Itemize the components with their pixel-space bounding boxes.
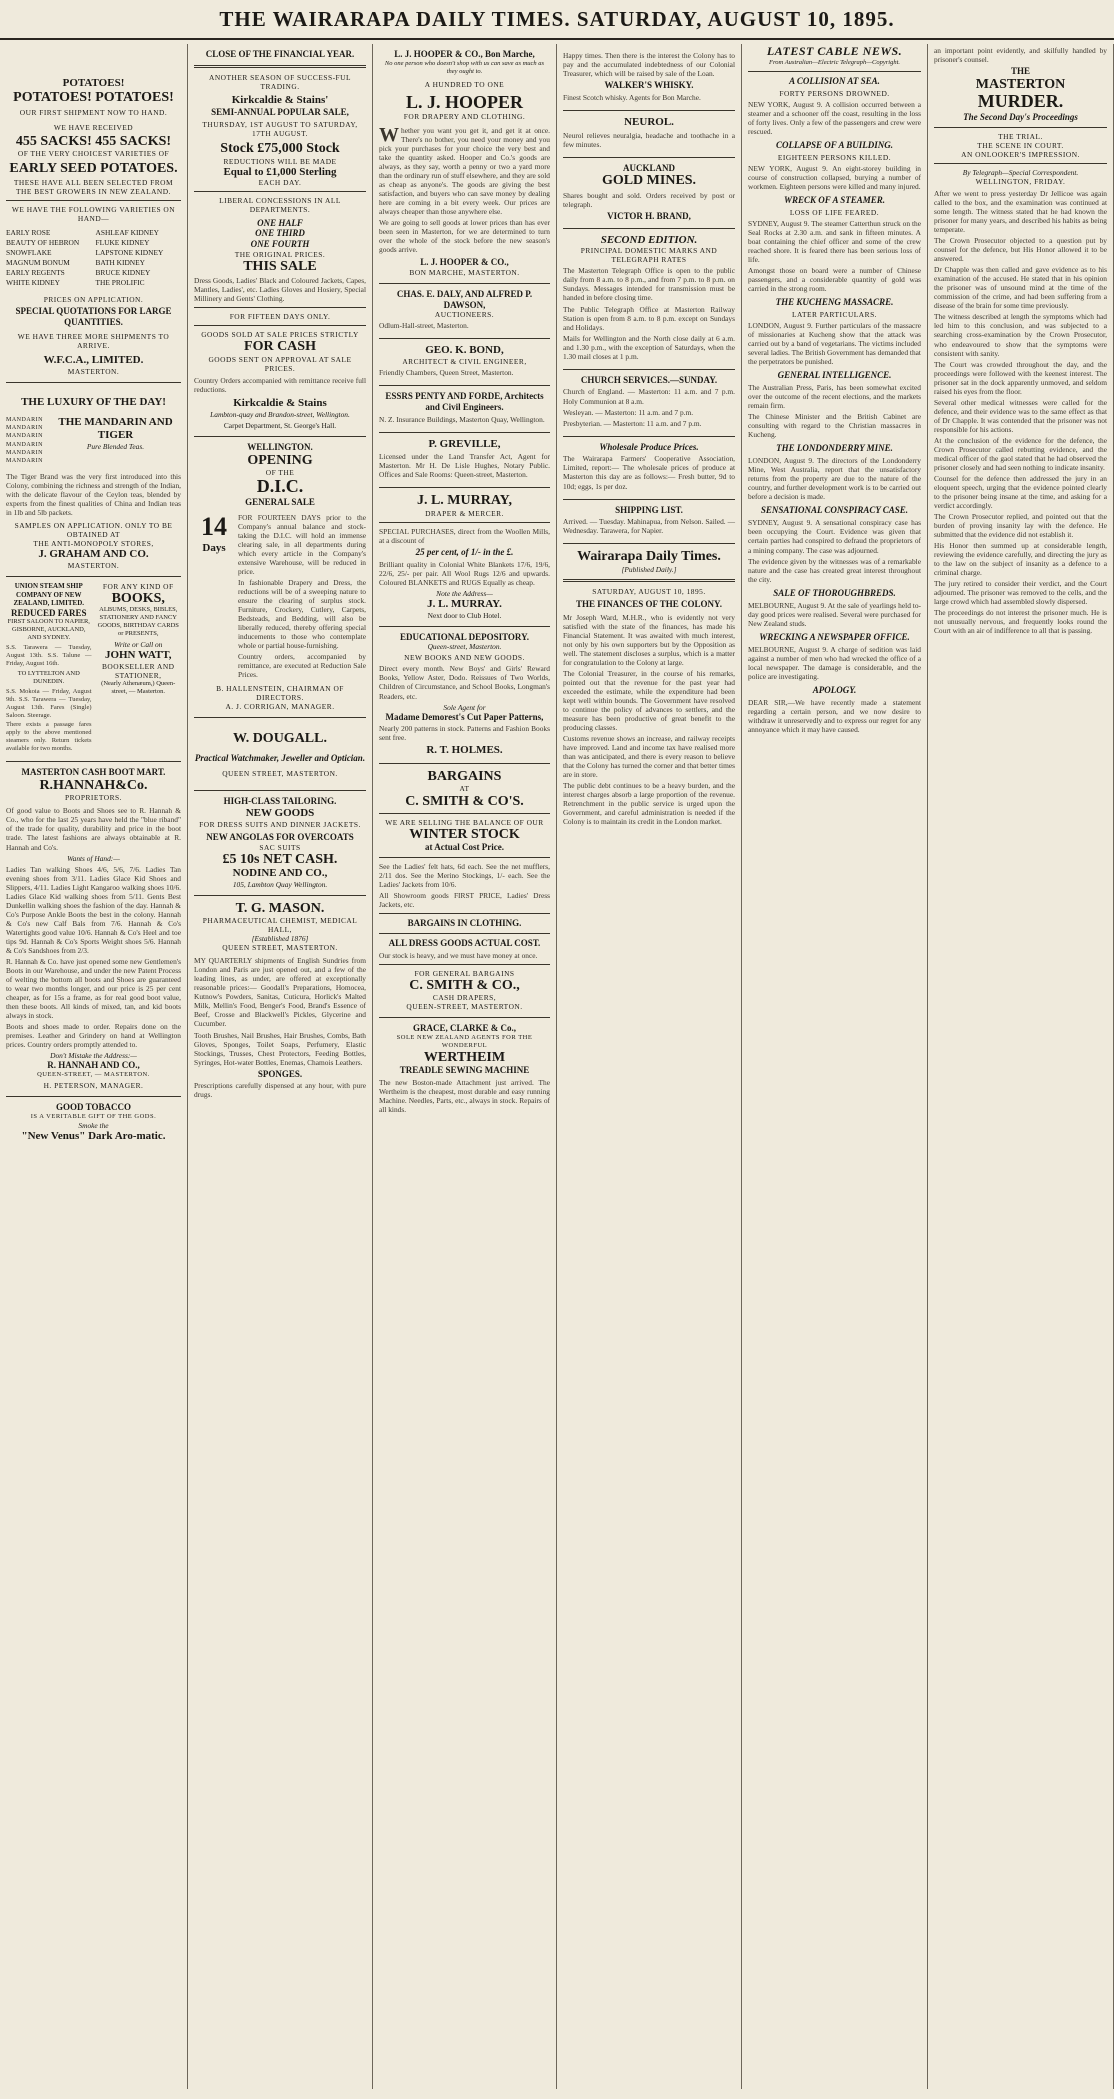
sole-agents: SOLE NEW ZEALAND AGENTS FOR THE WONDERFUL: [396, 1034, 533, 1050]
thoroughbreds-heading: SALE OF THOROUGHBREDS.: [773, 587, 896, 598]
murder-the: THE: [1010, 66, 1030, 77]
scene-in-court: THE SCENE IN COURT.: [977, 140, 1064, 150]
anti-monopoly: THE ANTI-MONOPOLY STORES,: [33, 539, 154, 549]
variety-list: [6, 227, 181, 287]
this-sale: THIS SALE: [243, 258, 317, 274]
smoke-the: Smoke the: [78, 1120, 109, 1130]
kirkcaldie-signature: Kirkcaldie & Stains: [233, 397, 327, 409]
sac-suits: SAC SUITS: [259, 842, 301, 852]
latest-cable-news: LATEST CABLE NEWS.: [766, 44, 903, 58]
whisky-advert: Happy times. Then there is the interest the Colony has to pay and the accumulated indebtedness of our Colonial Treasurer, which will be raised by sale of the Loan. WALKER'S WHISKY. Finest Scotch whisky. Agents for Bon Marche.: [563, 44, 735, 111]
dougall-title: W. DOUGALL.: [232, 731, 327, 747]
column-1: [0, 44, 188, 2089]
potato-variety: FLUKE KIDNEY: [95, 237, 150, 247]
dic-title: D.I.C.: [256, 475, 304, 496]
all-dress-goods: ALL DRESS GOODS ACTUAL COST.: [388, 938, 541, 949]
early-seed-potatoes: EARLY SEED POTATOES.: [9, 160, 178, 176]
next-club-hotel: Next door to Club Hotel.: [427, 610, 502, 620]
column-3: [373, 44, 557, 2089]
mandarin-tiger-title: THE MANDARIN AND TIGER: [58, 416, 173, 441]
potato-advert: [6, 44, 181, 383]
published-daily: [Published Daily.]: [621, 564, 677, 574]
potato-variety: BATH KIDNEY: [95, 257, 145, 267]
murray-title: J. L. MURRAY,: [416, 493, 513, 509]
peterson-manager: H. PETERSON, MANAGER.: [43, 1080, 144, 1090]
educational-depository: EDUCATIONAL DEPOSITORY.: [399, 631, 530, 642]
second-day: The Second Day's Proceedings: [963, 112, 1078, 123]
neurol: NEUROL.: [624, 115, 674, 128]
one-third: ONE THIRD: [255, 228, 305, 239]
wants-of-hand: Wants of Hand:—: [67, 853, 120, 863]
second-edition: SECOND EDITION. PRINCIPAL DOMESTIC MARKS AND TELEGRAPH RATES The Masterton Telegraph Office is open to the public daily from 8 a.m. to 8 p.m., and from 7 p.m. to 8 p.m. on Sundays. Messages intended for transmission must be handed in before closing time. The Public Telegraph Office at Masterton Railway Station is open from 8 a.m. to 8 p.m. except on Sundays and Holidays. Mails for Wellington and the North close daily at 6 a.m. and 1.30 p.m., with the exception of Saturdays, when the 1.30 mail closes at 1 p.m.: [563, 229, 735, 370]
prices-on-application: PRICES ON APPLICATION.: [43, 295, 144, 305]
potato-variety: EARLY ROSE: [6, 227, 51, 237]
potato-variety: ASHLEAF KIDNEY: [95, 227, 159, 237]
more-shipments: WE HAVE THREE MORE SHIPMENTS TO ARRIVE.: [17, 331, 170, 350]
mandarin-repeat: MANDARIN: [6, 449, 43, 456]
reduced-fares: REDUCED FARES: [10, 607, 87, 618]
potato-variety: EARLY REGENTS: [6, 267, 65, 277]
semi-annual-sale: SEMI-ANNUAL POPULAR SALE,: [211, 106, 349, 117]
percent-discount: 25 per cent, of 1/- in the £.: [415, 546, 514, 557]
later-particulars: LATER PARTICULARS.: [791, 309, 878, 319]
finances-heading: THE FINANCES OF THE COLONY.: [576, 598, 722, 609]
the-trial: THE TRIAL.: [998, 131, 1043, 141]
hooper-big: L. J. HOOPER: [405, 91, 523, 112]
varieties-line: OF THE VERY CHOICEST VARIETIES OF: [17, 149, 170, 159]
dawson-advert: CHAS. E. DALY, AND ALFRED P. DAWSON, AUCTIONEERS. Odlum-Hall-street, Masterton.: [379, 284, 550, 340]
dress-suits: FOR DRESS SUITS AND DINNER JACKETS.: [199, 819, 361, 829]
bargains-at: AT: [459, 784, 470, 794]
walkers-whisky: WALKER'S WHISKY.: [604, 80, 694, 91]
holmes-signature: R. T. HOLMES.: [426, 744, 503, 757]
mandarin-repeat: MANDARIN: [6, 433, 43, 440]
high-class-tailoring: HIGH-CLASS TAILORING.: [223, 796, 337, 807]
hooper-signature: L. J. HOOPER & CO.,: [420, 256, 509, 267]
treadle-machine: TREADLE SEWING MACHINE: [399, 1065, 530, 1076]
dougall-address: QUEEN STREET, MASTERTON.: [222, 769, 338, 779]
general-bargains: FOR GENERAL BARGAINS: [414, 968, 515, 978]
wellington-friday: WELLINGTON, FRIDAY.: [975, 176, 1066, 186]
draper-mercer: DRAPER & MERCER.: [425, 508, 504, 518]
londonderry-heading: THE LONDONDERRY MINE.: [776, 443, 893, 454]
hooper-top: L. J. HOOPER & CO., Bon Marche,: [394, 49, 535, 59]
for-cash: FOR CASH: [244, 339, 316, 355]
dic-wellington: WELLINGTON.: [247, 441, 313, 452]
original-prices: THE ORIGINAL PRICES.: [234, 249, 326, 259]
bond-advert: GEO. K. BOND, ARCHITECT & CIVIL ENGINEER, Friendly Chambers, Queen Street, Masterton.: [379, 339, 550, 386]
chemist: PHARMACEUTICAL CHEMIST, MEDICAL HALL,: [202, 916, 358, 935]
column-6: an important point evidently, and skilfully handled by prisoner's counsel. THE MASTERTON MURDER. The Second Day's Proceedings THE TRIAL. THE SCENE IN COURT. AN ONLOOKER'S IMPRESSION. By Telegraph—Special Correspondent. WELLINGTON, FRIDAY. After we went to press yesterday Dr Jellicoe was again called to the box, and the examination was continued at some length. The witness stated that he had known the prisoner for many years, and described his habits as being temperate. The Crown Prosecutor objected to a question put by counsel for the defence, but His Honor allowed it to be answered. Dr Chapple was then called and gave evidence as to his examination of the accused. He stated that in his opinion the prisoner was of unsound mind at the time of the commission of the crime, and had been suffering from a disease of the brain for some time previously. The witness described at length the symptoms which had led him to this conclusion, and was subjected to a searching cross-examination by the Crown Prosecutor, who endeavoured to show that the symptoms were consistent with sanity. The Court was crowded throughout the day, and the proceedings were followed with the keenest interest. The prisoner sat in the dock apparently unmoved, and seldom raised his eyes from the floor. Several other medical witnesses were called for the defence, and their evidence was to the same effect as that of Dr Chapple. It was contended that the prisoner was not responsible for his actions. At the conclusion of the evidence for the defence, the Crown Prosecutor called rebutting evidence, and the medical officer of the gaol stated that he had observed the prisoner closely and had seen nothing to indicate insanity. Counsel for the defence then addressed the jury in an eloquent speech, urging that the evidence pointed clearly to the prisoner being insane at the time, and asking for a verdict accordingly. The Crown Prosecutor replied, and pointed out that the burden of proving insanity lay with the defence. He submitted that the evidence did not establish it. His Honor then summed up at considerable length, reviewing the evidence carefully, and directing the jury as to the law on the subject of insanity as a defence to a criminal charge. The jury retired to consider their verdict, and the Court adjourned. The prisoner was removed to the cells, and the large crowd which had assembled slowly dispersed. The proceedings do not interest the prisoner much. He is not unusually nervous, and frequently looks round the Court with an air of indifference to all that is passing.: [928, 44, 1114, 2089]
books-title: BOOKS,: [111, 591, 165, 607]
following-varieties: WE HAVE THE FOLLOWING VARIETIES ON HAND—: [11, 204, 176, 223]
wholesale-produce: Wholesale Produce Prices.: [599, 441, 699, 452]
five-pounds-ten: £5 10s NET CASH.: [222, 851, 338, 867]
hundred-to-one: A HUNDRED TO ONE: [424, 79, 505, 89]
murray-signature: J. L. MURRAY.: [427, 597, 502, 610]
kirkcaldie-stains: Kirkcaldie & Stains': [231, 93, 329, 106]
smith-cos: C. SMITH & CO'S.: [405, 793, 524, 809]
mandarin-repeat: MANDARIN: [6, 458, 43, 465]
bookseller: BOOKSELLER AND STATIONER,: [102, 661, 175, 680]
dougall-advert: [194, 718, 366, 791]
murray-advert: J. L. MURRAY, DRAPER & MERCER. SPECIAL PURCHASES, direct from the Woollen Mills, at a discount of 25 per cent, of 1/- in the £. Brilliant quality in Colonial White Blankets 17/6, 19/6, 22/6, 25/- per pair. All Wool Rugs 12/6 and upwards. Coloured BLANKETS and RUGS Equally as cheap. Note the Address— J. L. MURRAY. Next door to Club Hotel.: [379, 488, 550, 626]
established: [Established 1876]: [251, 934, 309, 944]
dawson-heading: CHAS. E. DALY, AND ALFRED P. DAWSON,: [396, 288, 533, 310]
bon-marche: BON MARCHE, MASTERTON.: [409, 267, 520, 277]
wrecking-heading: WRECKING A NEWSPAPER OFFICE.: [759, 631, 910, 642]
luxury-heading: THE LUXURY OF THE DAY!: [21, 395, 166, 408]
selling-balance: WE ARE SELLING THE BALANCE OF OUR: [385, 817, 544, 827]
potato-variety: MAGNUM BONUM: [6, 257, 70, 267]
shipping-list: SHIPPING LIST. Arrived. — Tuesday. Mahinapua, from Nelson. Sailed. — Wednesday. Tarawera, for Napier.: [563, 500, 735, 545]
write-or-call: Write or Call on: [114, 640, 163, 650]
wertheim-advert: GRACE, CLARKE & Co., SOLE NEW ZEALAND AGENTS FOR THE WONDERFUL WERTHEIM TREADLE SEWING MACHINE The new Boston-made Attachment just arrived. The Wertheim is the cheapest, most durable and easy running Machine. Needles, Parts, etc., always in stock. Repairs of all kinds.: [379, 1023, 550, 1115]
nearly-athenaeum: (Nearly Athenæum,) Queen-street, — Masterton.: [101, 679, 176, 695]
one-half: ONE HALF: [257, 217, 303, 228]
potato-variety: LAPSTONE KIDNEY: [95, 247, 164, 257]
actual-cost-price: at Actual Cost Price.: [425, 842, 504, 853]
potatoes-pair: POTATOES! POTATOES!: [13, 89, 174, 105]
onlooker-impression: AN ONLOOKER'S IMPRESSION.: [961, 149, 1080, 159]
wreck-heading: WRECK OF A STEAMER.: [783, 194, 886, 205]
potato-variety: THE PROLIFIC: [95, 277, 145, 287]
potato-variety: BRUCE KIDNEY: [95, 267, 151, 277]
hannah-co: R.HANNAH&Co.: [39, 777, 148, 793]
architect: ARCHITECT & CIVIL ENGINEER,: [402, 357, 527, 367]
winter-stock: WINTER STOCK: [409, 826, 520, 842]
kirkcaldie-sale-advert: CLOSE OF THE FINANCIAL YEAR. ANOTHER SEASON OF SUCCESS-FUL TRADING. Kirkcaldie & Stains' SEMI-ANNUAL POPULAR SALE, THURSDAY, 1ST AUGUST TO SATURDAY, 17TH AUGUST. Stock £75,000 Stock REDUCTIONS WILL BE MADE Equal to £1,000 Sterling EACH DAY. LIBERAL CONCESSIONS IN ALL DEPARTMENTS. ONE HALF ONE THIRD ONE FOURTH THE ORIGINAL PRICES. THIS SALE Dress Goods, Ladies' Black and Coloured Jackets, Capes, Mantles, Ladies', etc. Ladies Gloves and Hosiery, Special Millinery and Gents' Clothing. FOR FIFTEEN DAYS ONLY. GOODS SOLD AT SALE PRICES STRICTLY FOR CASH GOODS SENT ON APPROVAL AT SALE PRICES. Country Orders accompanied with remittance receive full reductions. Kirkcaldie & Stains Lambton-quay and Brandon-street, Wellington. Carpet Department, St. George's Hall.: [194, 44, 366, 437]
each-day: EACH DAY.: [258, 178, 302, 188]
bargains-clothing: BARGAINS IN CLOTHING.: [407, 918, 522, 929]
nodine-address: 105, Lambton Quay Wellington.: [232, 879, 328, 889]
reduced-fares-sub: FIRST SALOON TO NAPIER, GISBORNE, AUCKLAND, AND SYDNEY.: [7, 618, 90, 642]
drapery-clothing: FOR DRAPERY AND CLOTHING.: [403, 112, 526, 122]
wfca-limited: W.F.C.A., LIMITED.: [43, 353, 144, 366]
daily-times-masthead: Wairarapa Daily Times.: [577, 549, 721, 565]
collapse-heading: COLLAPSE OF A BUILDING.: [775, 139, 894, 150]
new-venus: "New Venus" Dark Aro-matic.: [21, 1129, 166, 1142]
murder-masterton: MASTERTON: [975, 76, 1066, 92]
smith-address: QUEEN-STREET, MASTERTON.: [406, 1002, 523, 1012]
goods-sold: GOODS SOLD AT SALE PRICES STRICTLY: [201, 330, 359, 340]
produce-prices: Wholesale Produce Prices. The Wairarapa Farmers' Cooperative Association, Limited, report:— The wholesale prices of produce at Masterton this day are as follows:— Fresh butter, 9d to 10d; eggs, 1s per doz.: [563, 437, 735, 500]
potato-variety: BEAUTY OF HEBRON: [6, 237, 80, 247]
hooper-advert: L. J. HOOPER & CO., Bon Marche, No one person who doesn't shop with us can save as much as they ought to. A HUNDRED TO ONE L. J. HOOPER FOR DRAPERY AND CLOTHING. Whether you want you get it, and get it at once. There's no bother, you need your money and you pick your purchases for your choice the very best and take the quantity asked. Hooper and Co.'s goods are always, as they say, worth a penny or two a yard more than the ordinary run of stuff elsewhere, and they are sold as cheap as anyone's. The goods are giving the best satisfaction, and buyers who can save money by dealing here are coming in a bit every week. Our prices are always cheaper than those anywhere else. We are going to sell goods at lower prices than has ever been seen in Masterton, for we are determined to turn over the whole of the stock before the new season's goods arrive. L. J. HOOPER & CO., BON MARCHE, MASTERTON.: [379, 44, 550, 284]
grace-clarke: GRACE, CLARKE & Co.,: [412, 1023, 516, 1034]
collision-heading: A COLLISION AT SEA.: [789, 75, 880, 86]
cash-boot-mart: MASTERTON CASH BOOT MART.: [21, 767, 166, 778]
tobacco-advert: [6, 1097, 181, 1148]
kucheng-heading: THE KUCHENG MASSACRE.: [775, 297, 894, 308]
sponges: SPONGES.: [257, 1068, 303, 1079]
loss-of-life: LOSS OF LIFE FEARED.: [789, 207, 880, 217]
column-4: [557, 44, 742, 2089]
dic-chairman: B. HALLENSTEIN, CHAIRMAN OF DIRECTORS.: [216, 684, 344, 703]
mason-title: T. G. MASON.: [235, 900, 325, 916]
books-heading: FOR ANY KIND OF: [102, 582, 174, 592]
column-5: LATEST CABLE NEWS. From Australian—Electric Telegraph—Copyright. A COLLISION AT SEA. FORTY PERSONS DROWNED. NEW YORK, August 9. A collision occurred between a steamer and a schooner off the coast, resulting in the loss of forty lives. Only a few of the passengers and crew were rescued. COLLAPSE OF A BUILDING. EIGHTEEN PERSONS KILLED. NEW YORK, August 9. An eight-storey building in course of construction collapsed, burying a number of workmen. Eighteen persons were killed and many injured. WRECK OF A STEAMER. LOSS OF LIFE FEARED. SYDNEY, August 9. The steamer Catterthun struck on the Seal Rocks at 2.30 a.m. and sank in fifteen minutes. A boat containing the chief officer and some of the crew reached shore. It is feared there has been serious loss of life. Amongst those on board were a number of Chinese passengers, and a considerable quantity of gold was carried in the strong room. THE KUCHENG MASSACRE. LATER PARTICULARS. LONDON, August 9. Further particulars of the massacre of missionaries at Kucheng show that the attack was carried out by a band of vegetarians. The victims included several ladies. The British Government has demanded that the perpetrators be punished. GENERAL INTELLIGENCE. The Australian Press, Paris, has been somewhat excited over the outcome of the recent elections, and the markets remain firm. The Chinese Minister and the British Cabinet are consulting with regard to the Christian massacres in Kucheng. THE LONDONDERRY MINE. LONDON, August 9. The directors of the Londonderry Mine, West Australia, report that the unsatisfactory returns from the property are due to the nature of the country, and further development work is to be carried out before a decision is made. SENSATIONAL CONSPIRACY CASE. SYDNEY, August 9. A sensational conspiracy case has been occupying the Court. Evidence was given that certain parties had conspired to defraud the proprietors of a mining company. The case was adjourned. The evidence given by the witnesses was of a remarkable nature and the case has created great interest throughout the city. SALE OF THOROUGHBREDS. MELBOURNE, August 9. At the sale of yearlings held to-day good prices were realised. Several were purchased for New Zealand studs. WRECKING A NEWSPAPER OFFICE. MELBOURNE, August 9. A charge of sedition was laid against a number of men who had wrecked the office of a local newspaper. The damage is considerable, and the police are investigating. APOLOGY. DEAR SIR,—We have recently made a statement regarding a certain person, and we now desire to withdraw it unreservedly and to express our regret for any annoyance which it may have caused.: [742, 44, 928, 2089]
wfca-town: MASTERTON.: [67, 366, 120, 376]
potatoes-heading: POTATOES!: [62, 77, 125, 89]
fifteen-days: FOR FIFTEEN DAYS ONLY.: [229, 312, 331, 322]
general-intelligence: GENERAL INTELLIGENCE.: [777, 370, 892, 381]
special-purchases: SPECIAL PURCHASES, direct from the Woollen Mills, at a discount of: [379, 526, 550, 545]
second-edition-title: SECOND EDITION.: [600, 233, 698, 246]
fourteen-days-number: 14: [201, 511, 227, 541]
wertheim: WERTHEIM: [423, 1050, 506, 1066]
neurol-advert: NEUROL. Neurol relieves neuralgia, headache and toothache in a few minutes.: [563, 111, 735, 158]
forty-drowned: FORTY PERSONS DROWNED.: [779, 88, 890, 98]
smith-advert: BARGAINS AT C. SMITH & CO'S. WE ARE SELLING THE BALANCE OF OUR WINTER STOCK at Actual Cost Price. See the Ladies' felt hats, 6d each. See the net mufflers, 2/11 dos. See the Merino Stockings, 1/- each. See the Ladies' Jackets from 10/6. All Showroom goods FIRST PRICE, Ladies' Dress Jackets, etc. BARGAINS IN CLOTHING. ALL DRESS GOODS ACTUAL COST. Our stock is heavy, and we must have money at once. FOR GENERAL BARGAINS C. SMITH & CO., CASH DRAPERS, QUEEN-STREET, MASTERTON.: [379, 764, 550, 1018]
reductions: REDUCTIONS WILL BE MADE: [223, 156, 337, 166]
one-fourth: ONE FOURTH: [250, 239, 310, 250]
penty-advert: ESSRS PENTY AND FORDE, Architects and Civil Engineers. N. Z. Insurance Buildings, Masterton Quay, Wellington.: [379, 386, 550, 433]
we-have-received: WE HAVE RECEIVED: [53, 123, 134, 133]
proprietors: PROPRIETORS.: [65, 793, 122, 803]
shipping-list-title: SHIPPING LIST.: [615, 504, 683, 515]
gold-mines-advert: AUCKLAND GOLD MINES. Shares bought and sold. Orders received by post or telegraph. VICTOR H. BRAND,: [563, 158, 735, 229]
tailoring-advert: [194, 791, 366, 895]
kirkcaldie-address: Lambton-quay and Brandon-street, Wellington.: [210, 409, 350, 419]
principal-marks: PRINCIPAL DOMESTIC MARKS AND TELEGRAPH RATES: [580, 246, 718, 265]
dic-advert: WELLINGTON. OPENING OF THE D.I.C. GENERAL SALE 14 Days FOR FOURTEEN DAYS prior to the Company's annual balance and stock-taking the D.I.C. will hold an immense clearing sale, in all departments during which every article in the Company's extensive Warehouse, will be reduced in price. In fashionable Drapery and Dress, the reductions will be of a sweeping nature to ensure the clearing of surplus stock. Furniture, Crockery, Cutlery, Carpets, Bedsteads, and Bedding, will also be liberally reduced, thereby offering special inducements to those who contemplate whole or partial house-furnishing. Country orders, accompanied by remittance, are executed at Reduction Sale Prices. B. HALLENSTEIN, CHAIRMAN OF DIRECTORS. A. J. CORRIGAN, MANAGER.: [194, 437, 366, 718]
mason-advert: T. G. MASON. PHARMACEUTICAL CHEMIST, MEDICAL HALL, [Established 1876] QUEEN STREET, MASTERTON. MY QUARTERLY shipments of English Sundries from London and Paris are just opened out, and a few of the leading lines, as under, are offered at exceptionally reasonable prices:— Goodall's Preparations, Homocea, Kutnow's Powders, Sanitas, Cuticura, Horlick's Malted Milk, Mellin's Food, Benger's Food, Brand's Essence of Beef, Crosse and Blackwell's Pickles, Glycerine and Cucumber. Tooth Brushes, Nail Brushes, Hair Brushes, Combs, Bath Gloves, Sponges, Toilet Soaps, Perfumery, Elastic Stockings, Trusses, Chest Protectors, Feeding Bottles, Syringes, Hot-water Bottles, Enemas, Chamois Leathers. SPONGES. Prescriptions carefully dispensed at any hour, with pure drugs.: [194, 900, 366, 1100]
bargains: BARGAINS: [427, 769, 502, 785]
mason-address: QUEEN STREET, MASTERTON.: [222, 943, 338, 953]
new-angolas: NEW ANGOLAS FOR OVERCOATS: [206, 831, 354, 842]
grown-in-nz: THESE HAVE ALL BEEN SELECTED FROM THE BEST GROWERS IN NEW ZEALAND.: [13, 177, 174, 196]
masthead: [0, 0, 1114, 40]
greville: P. GREVILLE,: [428, 437, 501, 450]
newspaper-title: THE WAIRARAPA DAILY TIMES. SATURDAY, AUGUST 10, 1895.: [219, 6, 895, 31]
sale-dates: THURSDAY, 1ST AUGUST TO SATURDAY, 17TH AUGUST.: [202, 120, 358, 139]
first-shipment: OUR FIRST SHIPMENT NOW TO HAND.: [19, 108, 168, 118]
union-steamship: UNION STEAM SHIP COMPANY OF NEW ZEALAND, LIMITED.: [13, 582, 85, 608]
season-of-success: ANOTHER SEASON OF SUCCESS-FUL TRADING.: [208, 72, 351, 91]
church-services: CHURCH SERVICES.—SUNDAY. Church of England. — Masterton: 11 a.m. and 7 p.m. Holy Communion at 8 a.m. Wesleyan. — Masterton: 11 a.m. and 7 p.m. Presbyterian. — Masterton: 11 a.m. and 7 p.m.: [563, 370, 735, 437]
dic-general-sale: GENERAL SALE: [245, 496, 315, 507]
mandarin-repeat: MANDARIN: [6, 425, 43, 432]
days-label: Days: [202, 542, 226, 555]
books-list: ALBUMS, DESKS, BIBLES, STATIONERY AND FANCY GOODS, BIRTHDAY CARDS or PRESENTS,: [97, 606, 179, 638]
new-goods: NEW GOODS: [245, 807, 315, 820]
eighteen-killed: EIGHTEEN PERSONS KILLED.: [777, 152, 892, 162]
auckland: AUCKLAND: [622, 162, 675, 173]
equal-sterling: Equal to £1,000 Sterling: [223, 165, 337, 178]
victor-brand: VICTOR H. BRAND,: [607, 210, 691, 221]
holmes-address: Queen-street, Masterton.: [427, 642, 502, 652]
samples-line: SAMPLES ON APPLICATION. ONLY TO BE OBTAINED AT: [14, 521, 173, 540]
penty-forde: ESSRS PENTY AND FORDE, Architects and Civil Engineers.: [385, 391, 544, 412]
sent-on-approval: GOODS SENT ON APPROVAL AT SALE PRICES.: [208, 354, 352, 373]
pure-blended-teas: Pure Blended Teas.: [86, 441, 145, 451]
liberal-concessions: LIBERAL CONCESSIONS IN ALL DEPARTMENTS.: [219, 196, 341, 215]
carpet-department: Carpet Department, St. George's Hall.: [223, 420, 337, 430]
madame-demorest: Madame Demorest's Cut Paper Patterns,: [385, 711, 544, 722]
mandarin-repeat: MANDARIN: [6, 441, 43, 448]
watchmaker: Practical Watchmaker, Jeweller and Optician.: [194, 752, 366, 763]
greville-advert: P. GREVILLE, Licensed under the Land Transfer Act, Agent for Masterton. Mr H. De Lisle Hughes, Notary Public. Offices and Sale Rooms: Queen-street, Masterton.: [379, 433, 550, 489]
special-quotations: SPECIAL QUOTATIONS FOR LARGE QUANTITIES.: [15, 306, 172, 328]
boot-mart-advert: MASTERTON CASH BOOT MART. R.HANNAH&Co. PROPRIETORS. Of good value to Boots and Shoes see to R. Hannah & Co., who for the last 25 years have held the "blue riband" of the trade for quality, durability and price in the boot trade. The latest fashions are always obtainable at R. Hannah and Co's. Wants of Hand:— Ladies Tan walking Shoes 4/6, 5/6, 7/6. Ladies Tan evening shoes from 3/11. Ladies Glace Kid Shoes and Slippers, 4/11. Ladies Light Kangaroo walking shoes 10/6. Ladies Glace Kid walking shoes from 5/11. Gents Best Dunkellin walking shoes the fashion of the day. Hannah & Co's Purpose Ankle Boots the best in the colony. Hannah & Co's new Calf Bals from 7/6. Hannah & Co's Watertights good value 10/6. Hannah & Co's Heel and toe tips 9d. Hannah & Co's Sports Weight shoes 5/6. Hannah & Co's Sandshoes from 2/3. R. Hannah & Co. have just opened some new Gentlemen's Boots in our Warehouse, and under the new Patent Process of welting the bottom all boots and Shoes are guaranteed to wear two months longer, and our price is 25 per cent cheaper, as for 15s a frame, as for real good boot value, then these boots. All kinds of mixed, tan, and kid boots always in stock. Boots and shoes made to order. Repairs done on the premises. Leather and Grindery on hand at Wellington prices. Country orders promptly attended to. Don't Mistake the Address:— R. HANNAH AND CO., QUEEN-STREET, — MASTERTON. H. PETERSON, MANAGER.: [6, 762, 181, 1097]
dic-of-the: OF THE: [265, 467, 295, 477]
tobacco-sub: IS A VERITABLE GIFT OF THE GODS.: [30, 1112, 157, 1120]
new-books: NEW BOOKS AND NEW GOODS.: [404, 653, 525, 663]
good-tobacco: GOOD TOBACCO: [56, 1101, 131, 1112]
murder-title: MURDER.: [977, 91, 1064, 112]
holmes-advert: EDUCATIONAL DEPOSITORY. Queen-street, Masterton. NEW BOOKS AND NEW GOODS. Direct every month. New Boys' and Girls' Reward Books, Yellow Aster, Dodo. Reissues of Two Worlds, Children of Circumstance, and School Books, Longman's Readers, etc. Sole Agent for Madame Demorest's Cut Paper Patterns, Nearly 200 patterns in stock. Patterns and Fashion Books sent free. R. T. HOLMES.: [379, 627, 550, 765]
smith-signature: C. SMITH & CO.,: [409, 977, 520, 993]
column-2: [188, 44, 373, 2089]
editorial-date: SATURDAY, AUGUST 10, 1895.: [592, 586, 706, 596]
sensational-case: SENSATIONAL CONSPIRACY CASE.: [760, 505, 909, 516]
cash-drapers: CASH DRAPERS,: [432, 993, 497, 1003]
john-watt: JOHN WATT,: [104, 649, 172, 662]
nodine-co: NODINE AND CO.,: [232, 867, 328, 880]
shipping-and-books: UNION STEAM SHIP COMPANY OF NEW ZEALAND, LIMITED. REDUCED FARES FIRST SALOON TO NAPIER, GISBORNE, AUCKLAND, AND SYDNEY. S.S. Tarawera — Tuesday, August 13th. S.S. Talune — Friday, August 16th. TO LYTTELTON AND DUNEDIN. S.S. Mokoia — Friday, August 9th. S.S. Tarawera — Tuesday, August 13th. Fares (Single) Saloon. Steerage. There exists a passage fares apply to the above mentioned steamers only. Return tickets available for two months. FOR ANY KIND OF BOOKS, ALBUMS, DESKS, BIBLES, STATIONERY AND FANCY GOODS, BIRTHDAY CARDS or PRESENTS, Write or Call on JOHN WATT, BOOKSELLER AND STATIONER, (Nearly Athenæum,) Queen-street, — Masterton.: [6, 577, 181, 762]
potato-variety: SNOWFLAKE: [6, 247, 52, 257]
to-lyttelton: TO LYTTELTON AND DUNEDIN.: [17, 669, 80, 685]
cable-sub: From Australian—Electric Telegraph—Copyright.: [768, 58, 901, 66]
apology-heading: APOLOGY.: [812, 684, 857, 695]
by-telegraph: By Telegraph—Special Correspondent.: [962, 167, 1079, 177]
auctioneers: AUCTIONEERS.: [434, 310, 495, 320]
dic-manager: A. J. CORRIGAN, MANAGER.: [225, 702, 335, 712]
graham-and-co: J. GRAHAM AND CO.: [38, 548, 149, 561]
stock-value: Stock £75,000 Stock: [220, 141, 340, 157]
graham-town: MASTERTON.: [67, 560, 120, 570]
sacks-count: 455 SACKS! 455 SACKS!: [15, 134, 172, 150]
potato-variety: WHITE KIDNEY: [6, 277, 60, 287]
mandarin-repeat: MANDARIN: [6, 416, 43, 423]
gold-mines: GOLD MINES.: [601, 173, 697, 189]
editorial: Wairarapa Daily Times. [Published Daily.] SATURDAY, AUGUST 10, 1895. THE FINANCES OF THE COLONY. Mr Joseph Ward, M.H.R., who is evidently not very satisfied with the state of the finances, has made his Financial Statement. It was awaited with much interest, not only by his own supporters but by the Opposition as well. The statement discloses a surplus, which is a matter for congratulation to the Colony at large. The Colonial Treasurer, in the course of his remarks, pointed out that the revenue for the past year had exceeded the estimate, while the expenditure had been kept well within bounds. The Government have resolved to continue the policy of advances to settlers, and the measure has been productive of great benefit to the producing classes. Customs revenue shows an increase, and railway receipts have improved. Land and income tax have realised more than was anticipated, and there is every reason to believe that the Colony has turned the corner and that better times are in store. The public debt continues to be a heavy burden, and the interest charges absorb a large proportion of the revenue. Retrenchment in the public service is urged upon the Government, and careful administration is needed if the Colony is to maintain its credit in the London market.: [563, 549, 735, 827]
church-services-title: CHURCH SERVICES.—SUNDAY.: [580, 374, 718, 385]
close-of-year: CLOSE OF THE FINANCIAL YEAR.: [205, 49, 355, 59]
prescriptions: Prescriptions carefully dispensed at any hour, with pure drugs.: [194, 1081, 366, 1100]
tea-advert: THE LUXURY OF THE DAY! MANDARIN MANDARIN MANDARIN MANDARIN MANDARIN MANDARIN THE MANDARIN AND TIGER Pure Blended Teas. The Tiger Brand was the very first introduced into this Colony, combining the richness and strength of the Indian, with the delicate flavour of the Ceylon teas, blended by experts from the finest qualities of China and Indian teas in 1lb and 5lb packets. SAMPLES ON APPLICATION. ONLY TO BE OBTAINED AT THE ANTI-MONOPOLY STORES, J. GRAHAM AND CO. MASTERTON.: [6, 383, 181, 577]
geo-bond: GEO. K. BOND,: [425, 344, 504, 357]
dic-opening: OPENING: [247, 452, 313, 468]
